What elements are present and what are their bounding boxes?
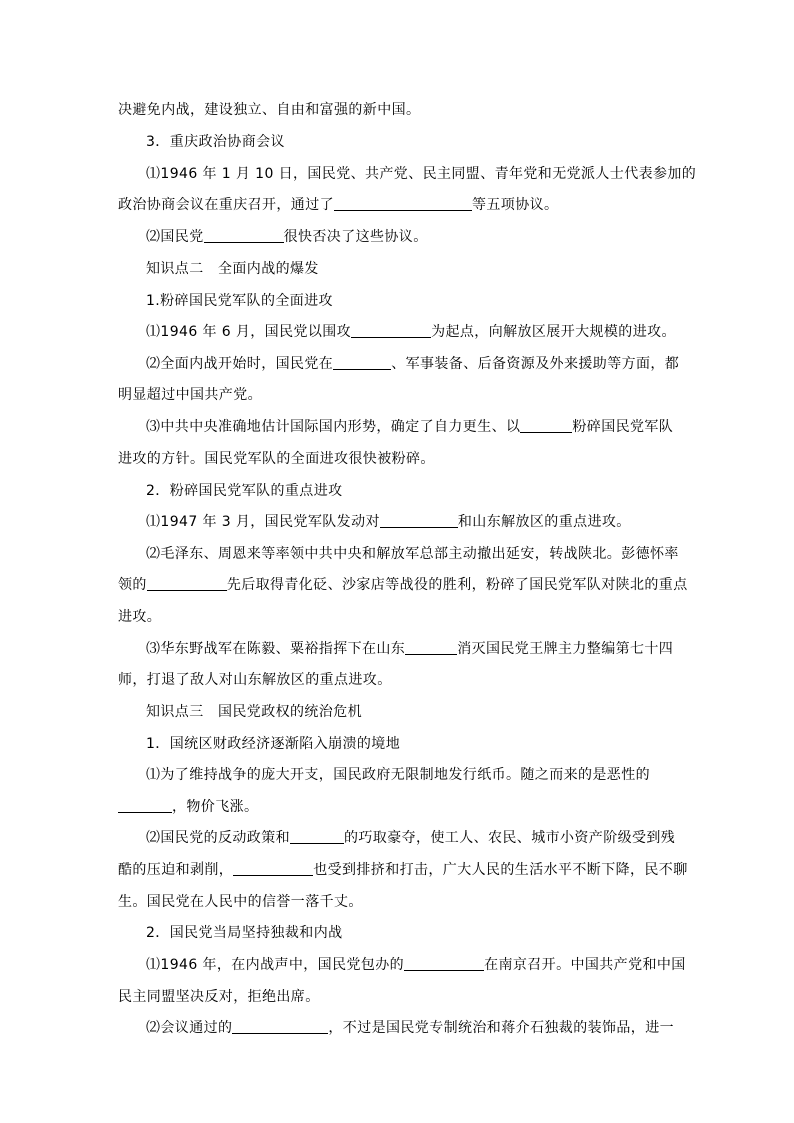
text-line: 领的 先后取得青化砭、沙家店等战役的胜利，粉碎了国民党军队对陕北的重点 [118, 577, 688, 593]
fill-in-blank[interactable] [351, 323, 431, 338]
fill-in-blank[interactable] [334, 196, 472, 211]
text-line: 师，打退了敌人对山东解放区的重点进攻。 [118, 672, 392, 688]
fill-in-blank[interactable] [380, 513, 458, 528]
fill-in-blank[interactable] [520, 418, 572, 433]
section-heading: 3．重庆政治协商会议 [146, 134, 285, 150]
text-line: ⑴1947 年 3 月，国民党军队发动对 和山东解放区的重点进攻。 [146, 514, 631, 530]
text-line: 进攻的方针。国民党军队的全面进攻很快被粉碎。 [118, 451, 435, 467]
text-line: ，物价飞涨。 [118, 797, 678, 817]
fill-in-blank[interactable] [147, 576, 227, 591]
text-line: ⑴为了维持战争的庞大开支，国民政府无限制地发行纸币。随之而来的是恶性的 [146, 767, 650, 783]
text-line: 决避免内战，建设独立、自由和富强的新中国。 [118, 102, 421, 118]
text-line: 政治协商会议在重庆召开，通过了 等五项协议。 [118, 197, 559, 213]
text-line: ⑶华东野战军在陈毅、粟裕指挥下在山东 消灭国民党王牌主力整编第七十四 [146, 641, 674, 657]
section-heading: 2．粉碎国民党军队的重点进攻 [146, 483, 343, 499]
fill-in-blank[interactable] [233, 861, 313, 876]
text-line: ⑶中共中央准确地估计国际国内形势，确定了自力更生、以 粉碎国民党军队 [146, 419, 674, 435]
text-line: ⑴1946 年，在内战声中，国民党包办的 在南京召开。中国共产党和中国 [146, 957, 686, 973]
text-line: ⑵会议通过的 ，不过是国民党专制统治和蒋介石独裁的装饰品，进一 [146, 1020, 675, 1036]
fill-in-blank[interactable] [404, 956, 484, 971]
knowledge-point-heading: 知识点二 全面内战的爆发 [146, 261, 319, 277]
text-line: ⑵毛泽东、周恩来等率领中共中央和解放军总部主动撤出延安，转战陕北。彭德怀率 [146, 546, 679, 562]
text-line: 民主同盟坚决反对，拒绝出席。 [118, 989, 320, 1005]
fill-in-blank[interactable] [118, 798, 172, 813]
text-line: ⑵国民党的反动政策和 的巧取豪夺，使工人、农民、城市小资产阶级受到残 [146, 830, 676, 846]
fill-in-blank[interactable] [290, 829, 344, 844]
text-line: 生。国民党在人民中的信誉一落千丈。 [118, 894, 363, 910]
text-line: 进攻。 [118, 609, 162, 625]
text-line: ⑴1946 年 6 月，国民党以围攻 为起点，向解放区展开大规模的进攻。 [146, 324, 676, 340]
fill-in-blank[interactable] [232, 1019, 328, 1034]
text-line: ⑴1946 年 1 月 10 日，国民党、共产党、民主同盟、青年党和无党派人士代表参加的 [146, 166, 697, 182]
fill-in-blank[interactable] [204, 228, 284, 243]
section-heading: 1.粉碎国民党军队的全面进攻 [146, 293, 333, 309]
text-line: ⑵国民党 很快否决了这些协议。 [146, 229, 428, 245]
text-line: ⑵全面内战开始时，国民党在 、军事装备、后备资源及外来援助等方面，都 [146, 356, 680, 372]
fill-in-blank[interactable] [333, 355, 391, 370]
text-line: 酷的压迫和剥削， 也受到排挤和打击，广大人民的生活水平不断下降，民不聊 [118, 862, 688, 878]
knowledge-point-heading: 知识点三 国民党政权的统治危机 [146, 704, 362, 720]
section-heading: 2．国民党当局坚持独裁和内战 [146, 925, 343, 941]
section-heading: 1．国统区财政经济逐渐陷入崩溃的境地 [146, 736, 401, 752]
fill-in-blank[interactable] [405, 640, 457, 655]
text-line: 明显超过中国共产党。 [118, 387, 262, 403]
